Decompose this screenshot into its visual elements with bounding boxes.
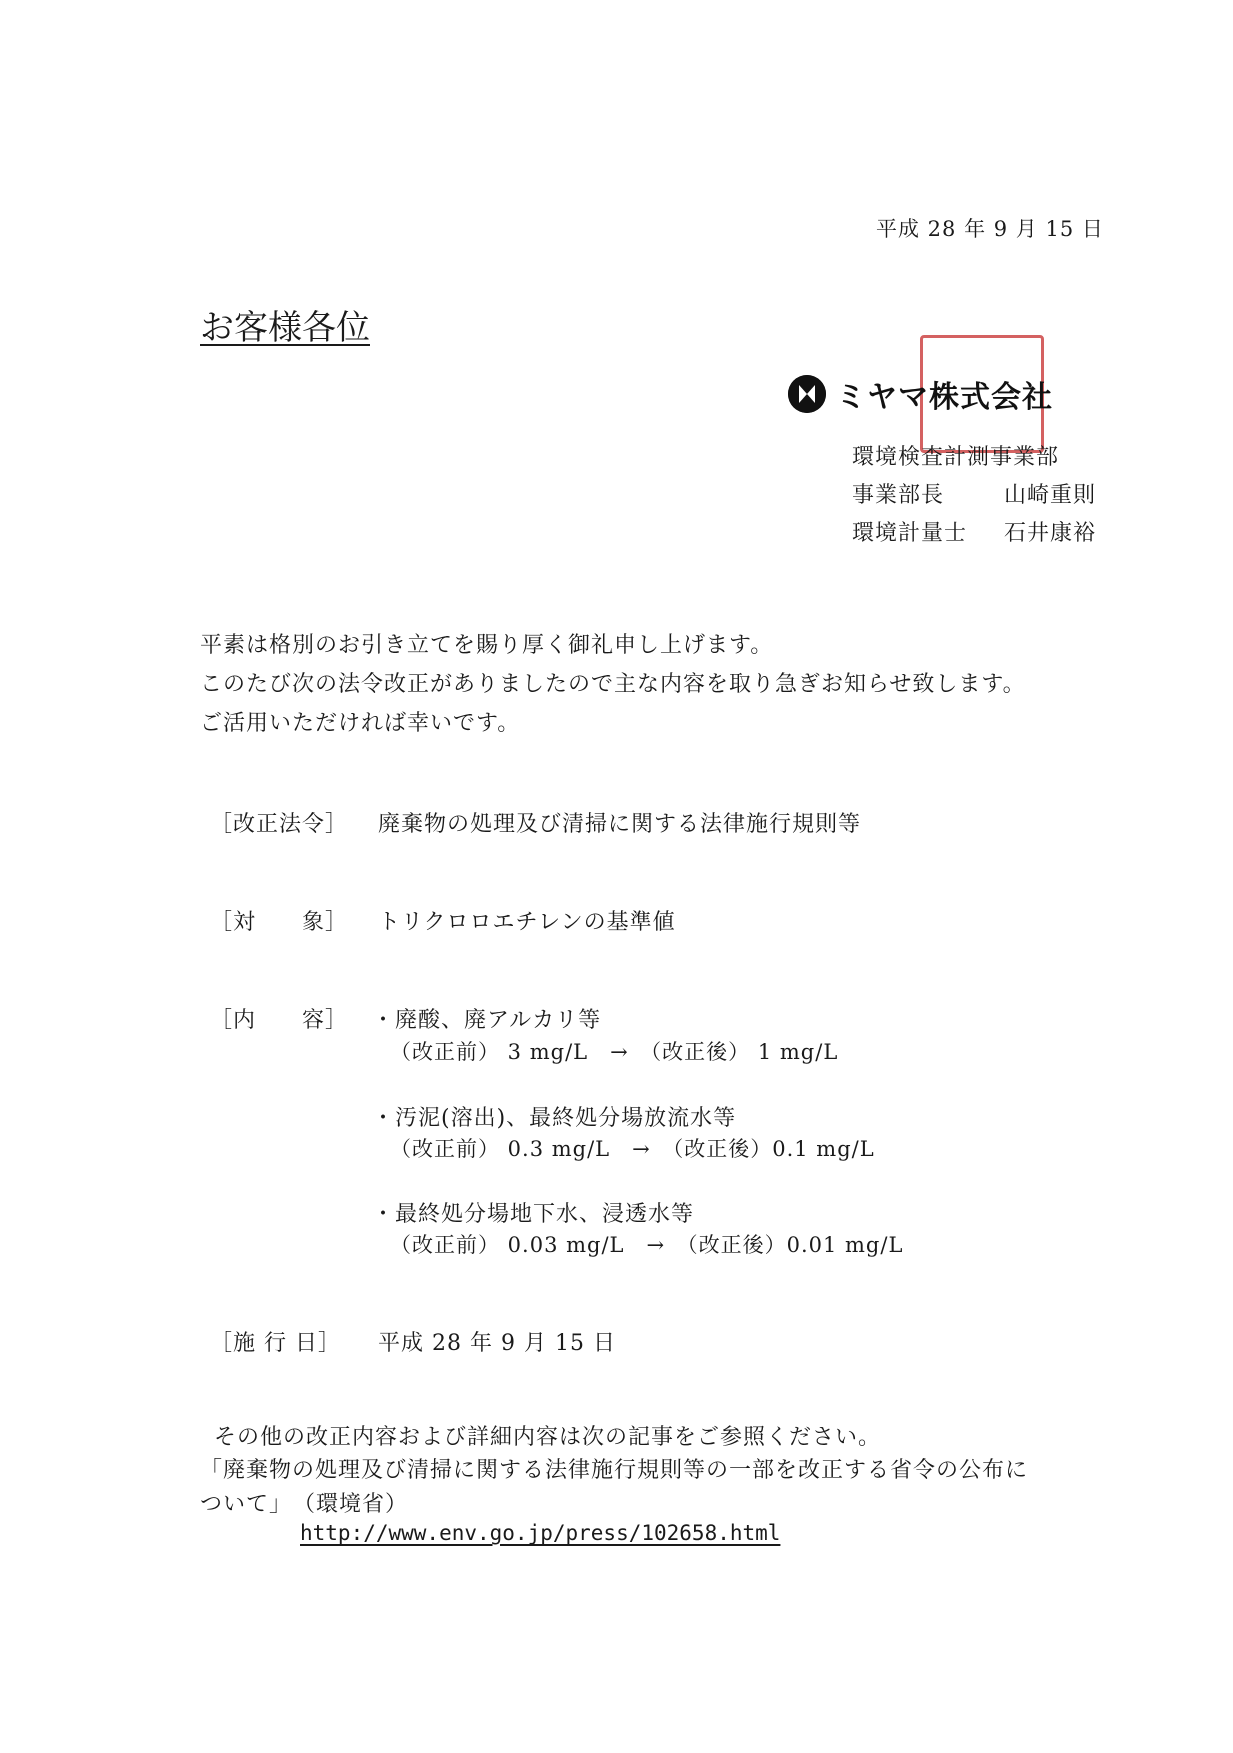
head-name: 山崎重則 [1004, 483, 1097, 508]
effective-date-label: ［施 行 日］ [210, 1331, 341, 1356]
content-item-change: （改正前） 0.03 mg/L → （改正後）0.01 mg/L [390, 1233, 904, 1257]
reference-link[interactable]: http://www.env.go.jp/press/102658.html [300, 1521, 781, 1545]
company-logo-icon [788, 375, 826, 413]
closing-line: ご活用いただければ幸いです。 [200, 711, 521, 736]
target-label: ［対 象］ [210, 910, 349, 935]
head-title: 事業部長 [852, 483, 945, 508]
notice-line: このたび次の法令改正がありましたので主な内容を取り急ぎお知らせ致します。 [200, 672, 1026, 697]
content-item-change: （改正前） 0.3 mg/L → （改正後）0.1 mg/L [390, 1137, 875, 1161]
reference-title-line2: ついて」 （環境省） [200, 1492, 409, 1517]
effective-date-value: 平成 28 年 9 月 15 日 [378, 1331, 616, 1356]
measurer-title: 環境計量士 [852, 521, 968, 546]
reference-title-line1: 「廃棄物の処理及び清掃に関する法律施行規則等の一部を改正する省令の公布に [200, 1458, 1029, 1483]
company-name: ミヤマ株式会社 [836, 380, 1053, 415]
addressee-heading: お客様各位 [200, 308, 370, 348]
target-value: トリクロロエチレンの基準値 [378, 910, 676, 935]
content-item-title: ・最終処分場地下水、浸透水等 [372, 1202, 695, 1227]
greeting-line: 平素は格別のお引き立てを賜り厚く御礼申し上げます。 [200, 633, 774, 658]
content-item-title: ・汚泥(溶出)、最終処分場放流水等 [372, 1106, 737, 1131]
reference-intro: その他の改正内容および詳細内容は次の記事をご参照ください。 [214, 1425, 882, 1450]
company-logo [788, 372, 1053, 416]
department-name: 環境検査計測事業部 [852, 445, 1060, 470]
content-item-change: （改正前） 3 mg/L → （改正後） 1 mg/L [390, 1040, 839, 1064]
content-label: ［内 容］ [210, 1008, 349, 1033]
letter-date: 平成 28 年 9 月 15 日 [876, 217, 1104, 241]
content-item-title: ・廃酸、廃アルカリ等 [372, 1008, 602, 1033]
law-value: 廃棄物の処理及び清掃に関する法律施行規則等 [378, 812, 862, 837]
law-label: ［改正法令］ [210, 812, 349, 837]
measurer-name: 石井康裕 [1004, 521, 1097, 546]
